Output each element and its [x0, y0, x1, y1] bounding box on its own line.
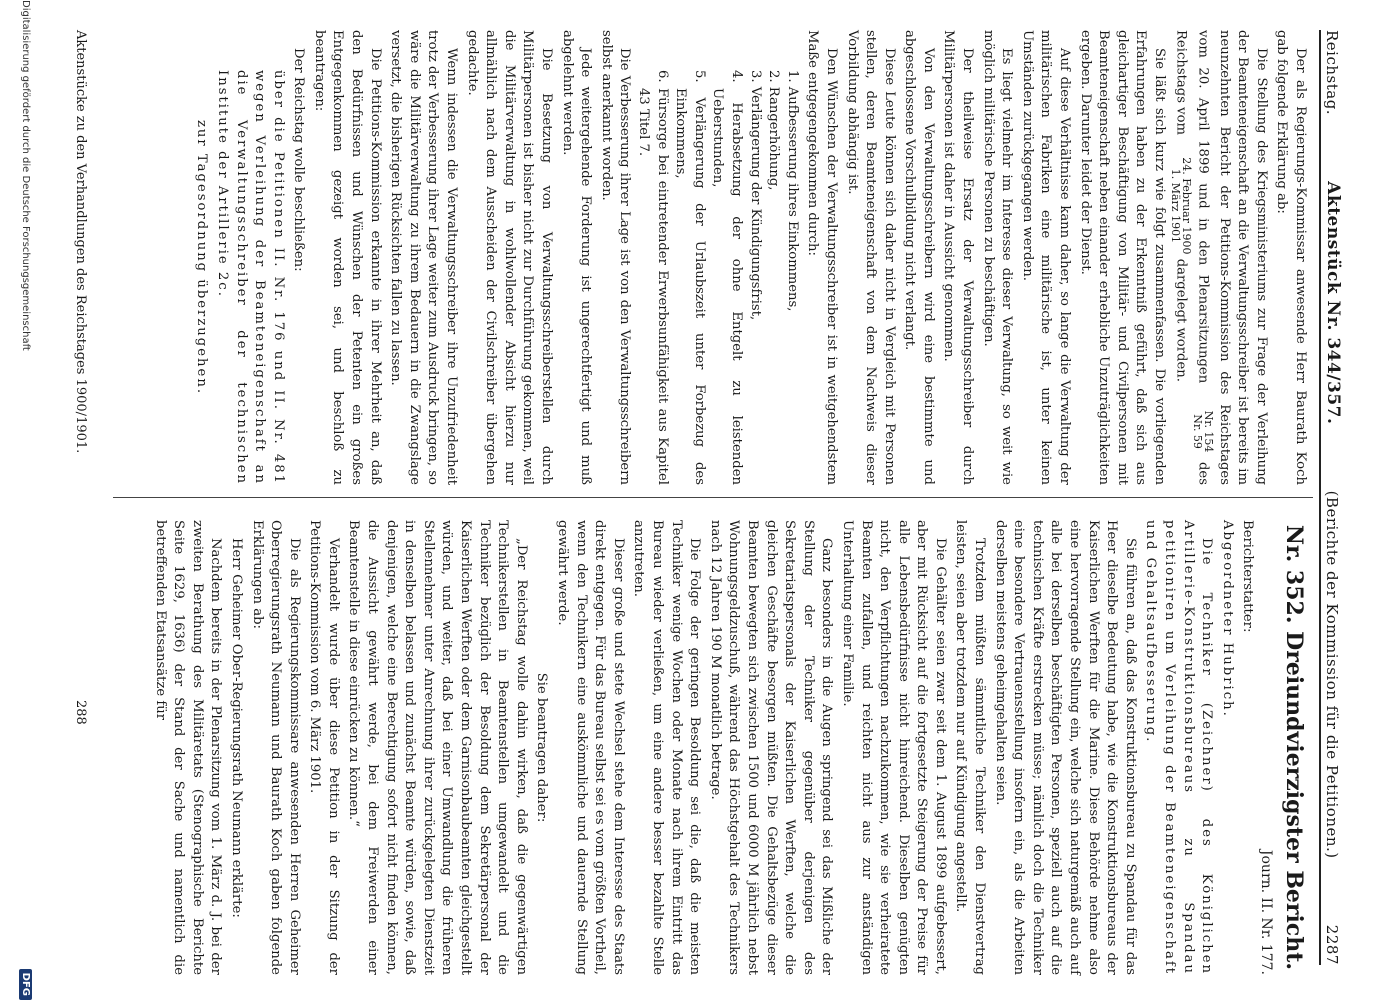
right-column — [148, 520, 1309, 975]
dfg-credit-bar — [14, 0, 38, 1000]
petition-subject: Die Techniker (Zeichner) des Königlichen Artillerie-Konstruktionsbureaus zu Spandau petitioniren um Verleihung der Beamteneigenschaft und Gehaltsaufbesserung. — [1143, 520, 1215, 975]
nr-label: Nr. 59 — [1191, 414, 1205, 449]
list-item: 1. Aufbesserung ihres Einkommens, — [784, 70, 800, 312]
paragraph: Auf diese Verhältnisse kann daher, so lange die Verwaltung der militärischen Fabriken eine militärische ist, unter keinen Umständen zurückgegangen werden. — [1019, 30, 1073, 485]
footer-note: Aktenstücke zu den Verhandlungen des Reichstages 1900/1901. — [73, 30, 88, 454]
session-dates — [1170, 139, 1192, 254]
paragraph: Jede weitergehende Forderung ist ungerechtfertigt und muß abgelehnt werden. — [559, 30, 594, 485]
resolution-text: über die Petitionen II. Nr. 176 und II. Nr. 481 wegen Verleihung der Beamteneigenschaft an die Verwaltungsschreiber der technischen Institute der Artillerie 2c. — [214, 70, 286, 485]
journal-number: Journ. II. Nr. 177. — [1258, 849, 1274, 975]
header-rule — [1319, 30, 1321, 965]
header-left: Reichstag. — [1323, 30, 1341, 116]
paragraph: Diese Leute können sich daher nicht in Vergleich mit Personen stellen, deren Beamteneigenschaft von dem Nachweis dieser Vorbildung abhängig ist. — [844, 30, 897, 485]
paragraph: Sie führen an, daß das Konstruktionsbureau zu Spandau für das Heer dieselbe Bedeutung habe, wie die Konstruktionsbureaus der Kaiserlichen Werften für die Marine. Diese Behörde nehme also eine hervorragende Stellung ein, welche sich naturgemäß auch auf alle bei derselben beschäftigten Personen, speziell auch auf die technischen Kräfte erstrecken müsse; nämlich doch die Techniker eine besondere Vertrauensstellung insofern ein, als die Arbeiten derselben meistens geheimgehalten seien. — [992, 520, 1138, 975]
paragraph: Den Wünschen der Verwaltungsschreiber ist in weitgehendstem Maße entgegengekommen durch: — [805, 30, 839, 485]
session-refs — [1192, 393, 1214, 453]
list-item: 2. Rangerhöhung, — [766, 70, 782, 191]
reporter-name: Abgeordneter Hubrich. — [1219, 520, 1235, 718]
paragraph: Sie beantragen daher: — [534, 672, 550, 823]
paragraph — [1170, 30, 1270, 485]
left-column — [190, 30, 1309, 485]
paragraph: Verhandelt wurde über diese Petition in der Sitzung der Petitions-Kommission vom 6. März 1901. — [307, 520, 341, 975]
dfg-credit-text: Digitalisierung gefördert durch die Deutsche Forschungsgemeinschaft — [20, 0, 32, 351]
paragraph: Wenn indessen die Verwaltungsschreiber ihre Unzufriedenheit trotz der Verbesserung ihrer Lage weiter zum Ausdruck bringen, so wäre die Militärverwaltung zu ihrem Bedauern in die Zwangslage versetzt, die bisherigen Rücksichten fallen zu lassen. — [388, 30, 460, 485]
paragraph: Nachdem bereits in der Plenarsitzung vom 1. März d. J. bei der zweiten Berathung des Militäretats (Stenographische Berichte Seite 1629, 1636) der Stand der Sache und namentlich die betreffenden Etatsansätze für — [152, 520, 224, 975]
header-page-number: 2287 — [1323, 924, 1341, 965]
paragraph: Die Petitions-Kommission erkannte in ihrer Mehrheit an, daß den Bedürfnissen und Wünschen der Petenten ein großes Entgegenkommen gezeigt worden sei, und beschloß zu beantragen: — [311, 30, 383, 485]
nr-label: Nr. 154 — [1202, 410, 1216, 453]
dfg-logo: DFG — [20, 969, 33, 1000]
text: Die Stellung des Kriegsministeriums zur Frage der Verleihung der Beamteneigenschaft an die Verwaltungsschreiber ist bereits im neunzehnten Bericht der Petitions-Kommission des Reichstages vom 20. April 1899 und in den Plenarsitzungen — [1195, 30, 1269, 485]
page-header — [1323, 30, 1363, 965]
paragraph: Der theilweise Ersatz der Verwaltungsschreiber durch Militärpersonen ist daher in Aussicht genommen. — [941, 30, 976, 485]
paragraph: Sie läßt sich kurz wie folgt zusammenfassen. Die vorliegenden Erfahrungen haben zu der Erkenntniß geführt, daß sich aus gleichartiger Beschäftigung von Militär- und Civilpersonen mit Beamteneigenschaft neben einander erhebliche Unzuträglichkeiten ergeben. Darunter leidet der Dienst. — [1077, 30, 1168, 485]
paragraph: Die Gehälter seien zwar seit dem 1. August 1899 aufgebessert, aber mit Rücksicht auf die fortgesetzte Steigerung der Preise für alle Lebensbedürfnisse nicht hinreichend. Dieselben genügten nicht, den Verpflichtungen nachzukommen, wie sie verheiratete Beamten zufallen, und reichten nicht aus zur anständigen Unterhaltung einer Familie. — [839, 520, 948, 975]
report-title: Nr. 352. Dreiundvierzigster Bericht. — [1281, 524, 1307, 971]
paragraph: Die als Regierungskommissare anwesenden Herren Geheimer Oberregierungsrath Neumann und Baurath Koch gaben folgende Erklärungen ab: — [249, 520, 302, 975]
column-divider — [113, 497, 1313, 498]
footer-page-number: 288 — [73, 700, 88, 725]
list-item: 5. Verlängerung der Urlaubszeit unter Forbezug des Einkommens, — [673, 70, 707, 485]
paragraph: Ganz besonders in die Augen springend sei das Mißliche der Stellung der Techniker gegenüber derjenigen des Sekretariatspersonals der Kaiserlichen Werften, welche die gleichen Geschäfte besorgen müßten. Die Gehaltsbezüge dieser Beamten bewegten sich zwischen 1500 und 6000 M jährlich nebst Wohnungsgeldzuschuß, während das Höchstgehalt des Technikers nach 12 Jahren 190 M monatlich betrage. — [707, 520, 835, 975]
header-title: Aktenstück Nr. 344/357. — [1323, 181, 1343, 425]
paragraph: Die Verbesserung ihrer Lage ist von den Verwaltungsschreibern selbst anerkannt worden. — [598, 30, 633, 485]
measures-list — [633, 70, 800, 485]
list-item: 4. Herabsetzung der ohne Entgelt zu leistenden Ueberstunden, — [710, 70, 744, 485]
date-label: 24. Februar 1900 — [1180, 157, 1194, 255]
header-right-text: (Berichte der Kommission für die Petitionen.) — [1323, 490, 1341, 859]
paragraph: Der Reichstag wolle beschließen: — [291, 48, 307, 272]
paragraph: Dieser große und stete Wechsel stehe dem Interesse des Staats direkt entgegen. Für das Bureau selbst sei es vom größten Vortheil, wenn den Technikern eine auskömmliche und dauernde Stellung gewährt werde. — [555, 520, 626, 975]
paragraph: Von den Verwaltungsschreibern wird eine bestimmte und abgeschlossene Vorschulbildung nicht verlangt. — [902, 30, 936, 485]
reporter-label: Berichterstatter: — [1240, 520, 1256, 633]
paragraph: Herr Geheimer Ober-Regierungsrath Neumann erklärte: — [228, 538, 244, 918]
text: dargelegt worden. — [1173, 258, 1189, 382]
list-item: 6. Fürsorge bei eintretender Erwerbsunfähigkeit aus Kapitel 43 Titel 7. — [636, 70, 670, 485]
date-label: 1. März 1901 — [1169, 168, 1183, 244]
petition-quote: „Der Reichstag wolle dahin wirken, daß die gegenwärtigen Technikerstellen in Beamtenstellen umgewandelt und die Techniker bezüglich der Besoldung dem Sekretärpersonal der Kaiserlichen Werften oder dem Garnisonbaubeamten gleichgestellt würden, und weiter, daß bei einer Umwandlung die früheren Stellennehmer unter Anrechnung ihrer zurückgelegten Dienstzeit in denselben belassen und zunächst Beamte würden, sowie, daß denjenigen, welche eine Berechtigung sofort nicht finden können, die Aussicht gewährt werde, bei dem Freiwerden einer Beamtenstelle in diese einrücken zu können.“ — [346, 520, 529, 975]
paragraph: Die Folge der geringen Besoldung sei die, daß die meisten Techniker wenige Wochen oder Monate nach ihrem Eintritt das Bureau wieder verließen, um eine andere besser bezahlte Stelle anzutreten. — [631, 520, 703, 975]
paragraph: Trotzdem müßten sämmtliche Techniker den Dienstvertrag leisten, seien aber trotzdem nur auf Kündigung angestellt. — [953, 520, 988, 975]
paragraph: Der als Regierungs-Kommissar anwesende Herr Baurath Koch gab folgende Erklärung ab: — [1274, 30, 1308, 485]
paragraph: Es liegt vielmehr im Interesse dieser Verwaltung, so weit wie möglich militärische Personen zu beschäftigen. — [980, 30, 1015, 485]
resolution-conclusion: zur Tagesordnung überzugehen. — [194, 119, 210, 396]
list-item: 3. Verlängerung der Kündigungsfrist, — [747, 70, 763, 321]
text: des Reichstags vom — [1173, 30, 1211, 485]
paragraph: Die Besetzung von Verwaltungsschreiberstellen durch Militärpersonen ist bisher nicht zur Durchführung gekommen, weil die Militärverwaltung in wohlwollender Absicht hierzu nur allmählich nach dem Ausscheiden der Civilschreiber übergehen gedachte. — [464, 30, 555, 485]
